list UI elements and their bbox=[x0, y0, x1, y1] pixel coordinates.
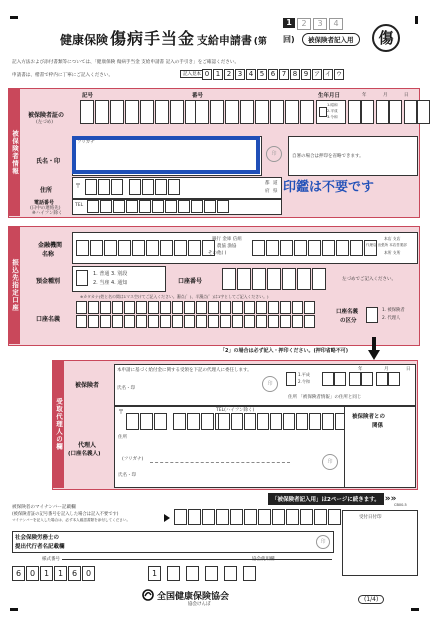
agent-postal-box[interactable] bbox=[187, 413, 200, 430]
consent-date-box[interactable] bbox=[388, 372, 400, 386]
phone-digit-box[interactable] bbox=[87, 200, 99, 213]
branch-char-box[interactable] bbox=[252, 240, 265, 256]
holder-char-box[interactable] bbox=[220, 301, 231, 314]
relation-label-2: 関係 bbox=[372, 423, 384, 429]
agent-label: 代理人 bbox=[78, 442, 97, 449]
insured-sidebar: 被保険者情報 bbox=[8, 89, 20, 216]
holder-char-box[interactable] bbox=[280, 315, 291, 328]
page-number-tabs bbox=[283, 18, 343, 30]
form-title bbox=[60, 26, 267, 49]
consent-era-2: 2.令和 bbox=[298, 379, 310, 384]
institution-char-box[interactable] bbox=[188, 240, 201, 256]
agent-tel-box[interactable] bbox=[231, 413, 243, 430]
postal-digit-box[interactable] bbox=[85, 179, 97, 195]
page-badge: 被保険者記入用 bbox=[302, 33, 360, 46]
branch-char-box[interactable] bbox=[266, 240, 279, 256]
postal-digit-box[interactable] bbox=[129, 179, 141, 195]
page-close: 回) bbox=[283, 35, 295, 44]
institution-name-boxes[interactable] bbox=[76, 240, 216, 256]
phone-digit-box[interactable] bbox=[152, 200, 164, 213]
play-arrow-icon bbox=[164, 514, 170, 522]
account-digit-box[interactable] bbox=[267, 268, 281, 290]
sample-char: 2 bbox=[224, 69, 234, 80]
office-box bbox=[167, 566, 180, 581]
holder-char-box[interactable] bbox=[256, 315, 267, 328]
holder-char-box[interactable] bbox=[172, 315, 183, 328]
continue-banner bbox=[268, 493, 396, 505]
stamp-not-required-annotation: 印鑑は不要です bbox=[283, 180, 375, 195]
consent-date-box[interactable] bbox=[322, 372, 334, 386]
continue-banner-text: 「被保険者記入用」は2ページに続きます。 bbox=[268, 493, 384, 505]
mynumber-digit-box[interactable] bbox=[258, 509, 271, 525]
holder-note: ※カタカナ(姓と名の間は1マス空けてご記入ください。濁点(゛)、半濁点(゜)は1字としてご記入ください。) bbox=[80, 294, 269, 299]
holder-type-box[interactable] bbox=[366, 307, 378, 323]
institution-char-box[interactable] bbox=[146, 240, 159, 256]
office-box bbox=[205, 566, 218, 581]
holder-char-box[interactable] bbox=[100, 315, 111, 328]
postal-digit-box[interactable] bbox=[155, 179, 167, 195]
agent-tel-box[interactable] bbox=[244, 413, 256, 430]
branch-char-box[interactable] bbox=[308, 240, 321, 256]
bank-sidebar: 振込先指定口座 bbox=[8, 227, 20, 344]
institution-char-box[interactable] bbox=[118, 240, 131, 256]
furigana-label: フリガナ bbox=[77, 140, 95, 145]
symbol-digit-box[interactable] bbox=[140, 100, 154, 124]
office-use-boxes bbox=[148, 566, 257, 581]
mynumber-digit-box[interactable] bbox=[174, 509, 187, 525]
reception-label: 受付日付印 bbox=[359, 515, 382, 520]
holder-char-box[interactable] bbox=[232, 301, 243, 314]
sample-char: 3 bbox=[235, 69, 245, 80]
mynumber-digit-box[interactable] bbox=[216, 509, 229, 525]
corner-mark-top-left bbox=[10, 16, 18, 19]
postal-code-boxes[interactable] bbox=[85, 179, 181, 195]
phone-digit-box[interactable] bbox=[178, 200, 190, 213]
institution-char-box[interactable] bbox=[104, 240, 117, 256]
agent-sub-label: (口座名義人) bbox=[68, 451, 101, 457]
number-digit-box[interactable] bbox=[255, 100, 269, 124]
consent-name-seal: 氏名・印 bbox=[117, 386, 135, 391]
birth-year-unit: 年 bbox=[362, 93, 367, 98]
number-input[interactable] bbox=[195, 100, 315, 124]
holder-char-box[interactable] bbox=[124, 301, 135, 314]
sample-char: ア bbox=[313, 71, 320, 78]
form-number-digit: 6 bbox=[12, 566, 25, 581]
birth-month-box[interactable] bbox=[376, 100, 389, 124]
holder-char-box[interactable] bbox=[172, 301, 183, 314]
holder-char-box[interactable] bbox=[280, 301, 291, 314]
office-box bbox=[224, 566, 237, 581]
holder-char-box[interactable] bbox=[160, 301, 171, 314]
holder-char-box[interactable] bbox=[184, 315, 195, 328]
page-tab-current: 1 bbox=[283, 18, 295, 28]
phone-digit-box[interactable] bbox=[126, 200, 138, 213]
consent-date-box[interactable] bbox=[376, 372, 388, 386]
holder-type-label: 口座名義 bbox=[336, 309, 359, 315]
instruction-line-2: 申請書は、楷書で枠内に丁寧にご記入ください。 bbox=[12, 73, 114, 78]
branch-types: 本店 支店 bbox=[384, 236, 401, 241]
number-digit-box[interactable] bbox=[240, 100, 254, 124]
mynumber-digit-box[interactable] bbox=[202, 509, 215, 525]
holder-char-box[interactable] bbox=[160, 315, 171, 328]
pref-char-ken: 県 bbox=[273, 189, 278, 194]
sample-char: ウ bbox=[335, 71, 342, 78]
sample-char: 6 bbox=[268, 69, 278, 80]
phone-digit-boxes[interactable] bbox=[87, 200, 230, 213]
era-box[interactable] bbox=[319, 107, 327, 117]
corner-mark-bottom-left bbox=[10, 608, 18, 611]
institution-char-box[interactable] bbox=[132, 240, 145, 256]
holder-type-label-2: の区分 bbox=[340, 318, 357, 324]
sr-agent-label-2: 提出代行者名記載欄 bbox=[15, 544, 65, 550]
phone-digit-box[interactable] bbox=[113, 200, 125, 213]
mynumber-digit-box[interactable] bbox=[286, 509, 299, 525]
number-digit-box[interactable] bbox=[225, 100, 239, 124]
holder-char-box[interactable] bbox=[268, 315, 279, 328]
corner-mark-bottom-right bbox=[411, 608, 419, 611]
holder-char-box[interactable] bbox=[232, 315, 243, 328]
consent-era-box[interactable] bbox=[286, 372, 296, 386]
holder-char-box[interactable] bbox=[76, 301, 87, 314]
holder-char-box[interactable] bbox=[208, 301, 219, 314]
mynumber-digit-box[interactable] bbox=[328, 509, 341, 525]
mynumber-digit-box[interactable] bbox=[272, 509, 285, 525]
account-digit-box[interactable] bbox=[297, 268, 311, 290]
name-field-highlight bbox=[72, 136, 260, 174]
sample-char: 4 bbox=[246, 69, 256, 80]
col-number: 番号 bbox=[192, 93, 204, 99]
agent-postal-box[interactable] bbox=[154, 413, 167, 430]
holder-char-box[interactable] bbox=[148, 301, 159, 314]
mynumber-digit-box[interactable] bbox=[300, 509, 313, 525]
era-option: 3.令和 bbox=[327, 115, 338, 119]
holder-char-box[interactable] bbox=[220, 315, 231, 328]
col-birthdate: 生年月日 bbox=[318, 93, 341, 99]
mynumber-digit-box[interactable] bbox=[314, 509, 327, 525]
institution-char-box[interactable] bbox=[90, 240, 103, 256]
holder-char-box[interactable] bbox=[196, 301, 207, 314]
holder-char-box[interactable] bbox=[268, 301, 279, 314]
number-digit-box[interactable] bbox=[210, 100, 224, 124]
deposit-type-label: 預金種別 bbox=[36, 278, 61, 285]
holder-char-box[interactable] bbox=[88, 301, 99, 314]
sample-char: 8 bbox=[290, 69, 300, 80]
birth-month-unit: 月 bbox=[383, 93, 388, 98]
page-tab-4: 4 bbox=[329, 18, 343, 30]
account-digit-box[interactable] bbox=[312, 268, 326, 290]
col-symbol: 記号 bbox=[82, 93, 94, 99]
holder-char-box[interactable] bbox=[88, 315, 99, 328]
holder-char-box[interactable] bbox=[100, 301, 111, 314]
code-tag: CB00-5 bbox=[394, 503, 407, 507]
number-digit-box[interactable] bbox=[300, 100, 314, 124]
form-number-digit: 1 bbox=[40, 566, 53, 581]
holder-name-grid[interactable] bbox=[76, 301, 315, 328]
corner-mark-top-right bbox=[415, 16, 418, 24]
holder-char-box[interactable] bbox=[76, 315, 87, 328]
holder-char-box[interactable] bbox=[208, 315, 219, 328]
agent-postal-box[interactable] bbox=[140, 413, 153, 430]
form-number-digit: 0 bbox=[26, 566, 39, 581]
branch-name-boxes[interactable] bbox=[252, 240, 378, 256]
deposit-type-box[interactable] bbox=[76, 270, 88, 286]
sample-char: 7 bbox=[279, 69, 289, 80]
agent-postal-mark: 〒 bbox=[118, 409, 125, 416]
id-label: 被保険者証の bbox=[28, 112, 65, 119]
branch-char-box[interactable] bbox=[280, 240, 293, 256]
deposit-options-1: 1. 普通 3. 別段 bbox=[93, 271, 128, 277]
holder-type-option-1: 1. 被保険者 bbox=[382, 308, 405, 313]
form-number-digit: 0 bbox=[82, 566, 95, 581]
id-note: (左づめ) bbox=[36, 120, 54, 125]
agent-tel-boxes[interactable] bbox=[218, 413, 361, 430]
sr-seal-circle: 印 bbox=[316, 535, 330, 549]
agent-tel-label: TEL(ハイフン除く) bbox=[216, 408, 255, 413]
account-digit-box[interactable] bbox=[222, 268, 236, 290]
holder-char-box[interactable] bbox=[244, 315, 255, 328]
holder-char-box[interactable] bbox=[196, 315, 207, 328]
agent-name-line bbox=[150, 462, 290, 463]
birthdate-input[interactable] bbox=[348, 100, 431, 124]
holder-char-box[interactable] bbox=[292, 301, 303, 314]
title-prefix: 健康保険 bbox=[60, 33, 109, 47]
institution-label-2: 名称 bbox=[42, 251, 55, 258]
phone-digit-box[interactable] bbox=[191, 200, 203, 213]
page-indicator: (1/4) bbox=[358, 595, 384, 604]
agent-tel-box[interactable] bbox=[270, 413, 282, 430]
mynumber-boxes[interactable] bbox=[174, 509, 342, 525]
postal-digit-box[interactable] bbox=[98, 179, 110, 195]
office-divider bbox=[62, 559, 332, 560]
agent-postal-box[interactable] bbox=[201, 413, 214, 430]
agent-tel-box[interactable] bbox=[257, 413, 269, 430]
sample-char: 1 bbox=[213, 69, 223, 80]
mynumber-digit-box[interactable] bbox=[230, 509, 243, 525]
sample-char: 9 bbox=[301, 69, 311, 80]
holder-char-box[interactable] bbox=[136, 315, 147, 328]
address-postal-mark: 〒 bbox=[75, 183, 82, 190]
office-box-one: 1 bbox=[148, 566, 161, 581]
holder-char-box[interactable] bbox=[184, 301, 195, 314]
branch-types-3: 本所 支所 bbox=[384, 250, 401, 255]
org-name: 全国健康保険協会 bbox=[157, 592, 230, 602]
phone-digit-box[interactable] bbox=[217, 200, 229, 213]
page-tab-2: 2 bbox=[297, 18, 311, 30]
title-main: 傷病手当金 bbox=[109, 29, 195, 48]
agent-seal-circle: 印 bbox=[322, 454, 338, 470]
sample-label: 記入見本 bbox=[180, 70, 204, 78]
agent-tel-box[interactable] bbox=[322, 413, 334, 430]
account-digit-box[interactable] bbox=[282, 268, 296, 290]
holder-char-box[interactable] bbox=[292, 315, 303, 328]
sample-char: 0 bbox=[202, 69, 212, 80]
agent-tel-box[interactable] bbox=[283, 413, 295, 430]
birth-month-box[interactable] bbox=[389, 100, 402, 124]
symbol-digit-box[interactable] bbox=[110, 100, 124, 124]
consent-month-unit: 月 bbox=[384, 367, 389, 372]
title-suffix: 支給申請書 bbox=[196, 34, 252, 47]
phone-digit-box[interactable] bbox=[100, 200, 112, 213]
mynumber-digit-box[interactable] bbox=[188, 509, 201, 525]
consent-date-box[interactable] bbox=[349, 372, 361, 386]
phone-label: 電話番号 bbox=[34, 200, 55, 206]
phone-digit-box[interactable] bbox=[139, 200, 151, 213]
form-stamp-char: 傷 bbox=[372, 24, 400, 52]
consent-date-box[interactable] bbox=[361, 372, 373, 386]
holder-char-box[interactable] bbox=[112, 301, 123, 314]
mynumber-label-3: マイナンバーを記入した場合は、必ず本人確認書類を添付してください。 bbox=[12, 518, 131, 522]
institution-char-box[interactable] bbox=[160, 240, 173, 256]
form-number-digit: 1 bbox=[54, 566, 67, 581]
org-sub: 協会けんぽ bbox=[188, 602, 211, 607]
agent-notice: 「2」の場合は必ず記入・押印ください。(押印省略不可) bbox=[220, 348, 349, 354]
account-number-boxes[interactable] bbox=[222, 268, 327, 290]
consent-date-boxes[interactable] bbox=[322, 372, 401, 386]
symbol-digit-box[interactable] bbox=[155, 100, 169, 124]
institution-types-2: 農協 漁協 bbox=[217, 244, 237, 249]
phone-digit-box[interactable] bbox=[204, 200, 216, 213]
institution-char-box[interactable] bbox=[76, 240, 89, 256]
mynumber-label-2: (被保険者証の記号番号を記入した場合は記入不要です) bbox=[12, 512, 119, 517]
name-seal-label: 氏名・印 bbox=[36, 158, 61, 165]
phone-sub-label: (日中の連絡先) bbox=[30, 206, 61, 211]
account-digit-box[interactable] bbox=[237, 268, 251, 290]
branch-char-box[interactable] bbox=[322, 240, 335, 256]
account-note: 左づめでご記入ください。 bbox=[342, 277, 396, 282]
office-box bbox=[243, 566, 256, 581]
institution-types: 銀行 金庫 信組 bbox=[212, 237, 242, 242]
consent-seal-circle: 印 bbox=[262, 376, 278, 392]
mynumber-digit-box[interactable] bbox=[244, 509, 257, 525]
instruction-line-1: 記入方法および添付書類等については、「健康保険 傷病手当金 支給申請書 記入の手引き」をご確認ください。 bbox=[12, 60, 240, 65]
consent-day-unit: 日 bbox=[406, 367, 411, 372]
relation-label: 被保険者との bbox=[352, 414, 386, 420]
sample-char: 5 bbox=[257, 69, 267, 80]
number-digit-box[interactable] bbox=[195, 100, 209, 124]
consent-era-1: 1.平成 bbox=[298, 372, 310, 377]
holder-char-box[interactable] bbox=[124, 315, 135, 328]
holder-char-box[interactable] bbox=[136, 301, 147, 314]
era-option: 2.平成 bbox=[327, 109, 338, 113]
form-number-label: 様式番号 bbox=[42, 557, 60, 562]
account-number-label: 口座番号 bbox=[178, 278, 203, 285]
institution-char-box[interactable] bbox=[174, 240, 187, 256]
deposit-options-2: 2. 当座 4. 通知 bbox=[93, 280, 128, 286]
birth-day-box[interactable] bbox=[404, 100, 417, 124]
consent-address-note: 住所 「被保険者情報」の住所と同じ bbox=[288, 395, 362, 400]
postal-digit-box[interactable] bbox=[168, 179, 180, 195]
sample-char: イ bbox=[324, 71, 331, 78]
birth-year-box[interactable] bbox=[348, 100, 361, 124]
holder-label: 口座名義 bbox=[36, 316, 61, 323]
page-tab-3: 3 bbox=[313, 18, 327, 30]
form-number-boxes bbox=[12, 566, 96, 581]
seal-circle: 印 bbox=[266, 146, 282, 162]
signature-note: 自署の場合は押印を省略できます。 bbox=[292, 154, 364, 159]
symbol-digit-box[interactable] bbox=[95, 100, 109, 124]
sample-characters bbox=[202, 69, 345, 80]
agent-furigana: (フリガナ) bbox=[122, 457, 144, 462]
pref-char-do: 道 bbox=[273, 181, 278, 186]
agent-postal-boxes[interactable] bbox=[126, 413, 229, 430]
title-page-marker: (第 bbox=[253, 37, 267, 47]
holder-type-option-2: 2. 代理人 bbox=[382, 316, 401, 321]
address-label: 住所 bbox=[40, 187, 53, 194]
continue-arrows-icon: »» bbox=[384, 494, 397, 504]
holder-char-box[interactable] bbox=[304, 301, 315, 314]
consent-text: 本申請に基づく給付金に関する受領を下記の代理人に委任します。 bbox=[117, 368, 252, 373]
agent-address-label: 住所 bbox=[118, 435, 127, 440]
number-digit-box[interactable] bbox=[270, 100, 284, 124]
agent-postal-box[interactable] bbox=[173, 413, 186, 430]
form-number-digit: 6 bbox=[68, 566, 81, 581]
postal-digit-box[interactable] bbox=[142, 179, 154, 195]
birth-day-unit: 日 bbox=[404, 93, 409, 98]
consent-date-box[interactable] bbox=[334, 372, 346, 386]
institution-label: 金融機関 bbox=[38, 242, 63, 249]
branch-char-box[interactable] bbox=[336, 240, 349, 256]
consent-year-unit: 年 bbox=[358, 367, 363, 372]
sr-agent-label: 社会保険労務士の bbox=[15, 535, 60, 541]
holder-char-box[interactable] bbox=[244, 301, 255, 314]
agent-tel-box[interactable] bbox=[309, 413, 321, 430]
agent-postal-box[interactable] bbox=[126, 413, 139, 430]
pref-char-fu: 府 bbox=[265, 189, 270, 194]
pref-char-to: 都 bbox=[265, 181, 270, 186]
branch-char-box[interactable] bbox=[350, 240, 363, 256]
phone-prefix: TEL bbox=[75, 203, 84, 208]
number-digit-box[interactable] bbox=[285, 100, 299, 124]
phone-digit-box[interactable] bbox=[165, 200, 177, 213]
institution-other: その他( ) bbox=[208, 251, 227, 256]
phone-hyphen-note: ※ハイフン除く bbox=[32, 211, 63, 216]
office-box bbox=[186, 566, 199, 581]
postal-digit-box[interactable] bbox=[111, 179, 123, 195]
birth-day-box[interactable] bbox=[417, 100, 430, 124]
mynumber-label-1: 被保険者のマイナンバー記載欄 bbox=[12, 505, 76, 510]
symbol-digit-box[interactable] bbox=[125, 100, 139, 124]
agent-name-seal: 氏名・印 bbox=[118, 473, 136, 478]
symbol-digit-box[interactable] bbox=[170, 100, 184, 124]
agent-sidebar: 受取代理人の欄 bbox=[52, 361, 64, 488]
office-use-label: 協会使用欄 bbox=[252, 557, 275, 562]
agent-tel-box[interactable] bbox=[296, 413, 308, 430]
account-digit-box[interactable] bbox=[252, 268, 266, 290]
branch-char-box[interactable] bbox=[294, 240, 307, 256]
era-option: 1.昭和 bbox=[327, 103, 338, 107]
agent-insured-label: 被保険者 bbox=[75, 382, 100, 389]
birth-year-box[interactable] bbox=[361, 100, 374, 124]
holder-char-box[interactable] bbox=[304, 315, 315, 328]
holder-char-box[interactable] bbox=[112, 315, 123, 328]
symbol-digit-box[interactable] bbox=[80, 100, 94, 124]
holder-char-box[interactable] bbox=[148, 315, 159, 328]
holder-char-box[interactable] bbox=[256, 301, 267, 314]
org-logo-icon bbox=[142, 589, 154, 603]
era-select[interactable] bbox=[316, 100, 346, 124]
symbol-input[interactable] bbox=[80, 100, 200, 124]
agent-tel-box[interactable] bbox=[218, 413, 230, 430]
branch-types-2: 代理店 出張所 本店営業部 bbox=[366, 243, 407, 247]
